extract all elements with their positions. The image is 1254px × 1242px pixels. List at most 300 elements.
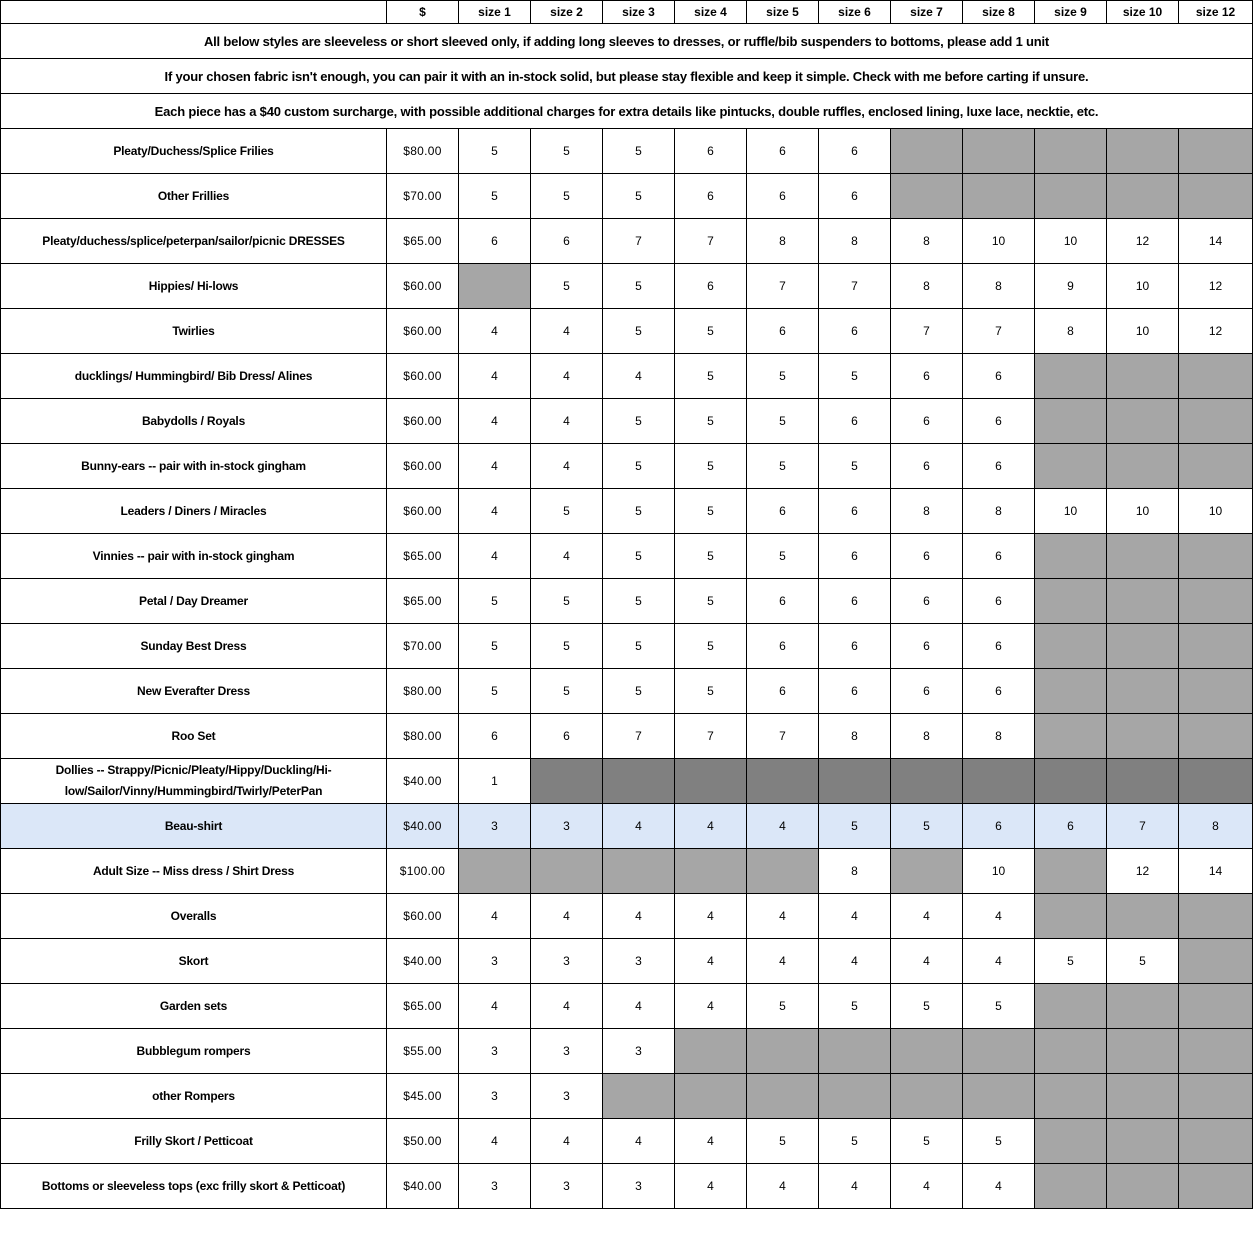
unavailable-cell[interactable] [1107,174,1179,219]
units-cell[interactable]: 5 [603,489,675,534]
note-sleeves[interactable]: All below styles are sleeveless or short sleeved only, if adding long sleeves to dresses, or ruffle/bib suspenders to bottoms, please add 1 unit [1,24,1253,59]
units-cell[interactable]: 3 [531,1029,603,1074]
unavailable-cell[interactable] [1035,354,1107,399]
units-cell[interactable]: 4 [531,894,603,939]
units-cell[interactable]: 6 [819,174,891,219]
unavailable-cell[interactable] [1107,984,1179,1029]
header-size-9[interactable]: size 9 [1035,1,1107,24]
units-cell[interactable]: 5 [963,1119,1035,1164]
units-cell[interactable]: 10 [1179,489,1253,534]
price-cell[interactable]: $80.00 [387,129,459,174]
price-cell[interactable]: $40.00 [387,759,459,804]
price-cell[interactable]: $60.00 [387,894,459,939]
units-cell[interactable]: 7 [891,309,963,354]
units-cell[interactable]: 3 [459,1029,531,1074]
units-cell[interactable]: 7 [963,309,1035,354]
header-size-8[interactable]: size 8 [963,1,1035,24]
units-cell[interactable]: 5 [747,399,819,444]
unavailable-cell[interactable] [675,849,747,894]
units-cell[interactable]: 6 [891,354,963,399]
unavailable-cell[interactable] [1035,759,1107,804]
unavailable-cell[interactable] [1179,1119,1253,1164]
units-cell[interactable]: 6 [747,129,819,174]
unavailable-cell[interactable] [891,1029,963,1074]
units-cell[interactable]: 5 [531,489,603,534]
unavailable-cell[interactable] [1107,444,1179,489]
unavailable-cell[interactable] [1107,534,1179,579]
units-cell[interactable]: 5 [819,1119,891,1164]
units-cell[interactable]: 3 [603,939,675,984]
units-cell[interactable]: 4 [459,534,531,579]
unavailable-cell[interactable] [675,1029,747,1074]
header-size-7[interactable]: size 7 [891,1,963,24]
units-cell[interactable]: 10 [1107,489,1179,534]
unavailable-cell[interactable] [1035,1029,1107,1074]
units-cell[interactable]: 6 [531,219,603,264]
unavailable-cell[interactable] [819,1074,891,1119]
style-name-cell[interactable]: Petal / Day Dreamer [1,579,387,624]
unavailable-cell[interactable] [1179,1029,1253,1074]
unavailable-cell[interactable] [747,759,819,804]
units-cell[interactable]: 4 [531,354,603,399]
units-cell[interactable]: 6 [675,174,747,219]
unavailable-cell[interactable] [1179,759,1253,804]
price-cell[interactable]: $60.00 [387,264,459,309]
units-cell[interactable]: 3 [531,939,603,984]
unavailable-cell[interactable] [963,1074,1035,1119]
units-cell[interactable]: 5 [459,129,531,174]
units-cell[interactable]: 6 [459,219,531,264]
units-cell[interactable]: 6 [819,669,891,714]
units-cell[interactable]: 6 [747,624,819,669]
unavailable-cell[interactable] [1035,399,1107,444]
units-cell[interactable]: 3 [459,1074,531,1119]
units-cell[interactable]: 7 [1107,804,1179,849]
unavailable-cell[interactable] [1179,939,1253,984]
units-cell[interactable]: 4 [459,489,531,534]
price-cell[interactable]: $55.00 [387,1029,459,1074]
unavailable-cell[interactable] [1035,444,1107,489]
units-cell[interactable]: 5 [675,579,747,624]
header-blank-cell[interactable] [1,1,387,24]
units-cell[interactable]: 7 [675,714,747,759]
units-cell[interactable]: 7 [819,264,891,309]
units-cell[interactable]: 10 [1107,264,1179,309]
style-name-cell[interactable]: Dollies -- Strappy/Picnic/Pleaty/Hippy/Duckling/Hi-low/Sailor/Vinny/Hummingbird/Twirly/PeterPan [1,759,387,804]
style-name-cell[interactable]: ducklings/ Hummingbird/ Bib Dress/ Alines [1,354,387,399]
style-name-cell[interactable]: Bubblegum rompers [1,1029,387,1074]
unavailable-cell[interactable] [1035,984,1107,1029]
unavailable-cell[interactable] [1035,849,1107,894]
unavailable-cell[interactable] [1179,399,1253,444]
price-cell[interactable]: $65.00 [387,984,459,1029]
unavailable-cell[interactable] [1107,1119,1179,1164]
unavailable-cell[interactable] [675,1074,747,1119]
units-cell[interactable]: 5 [819,804,891,849]
style-name-cell[interactable]: Skort [1,939,387,984]
units-cell[interactable]: 6 [819,489,891,534]
units-cell[interactable]: 5 [531,579,603,624]
unavailable-cell[interactable] [1107,1164,1179,1209]
unavailable-cell[interactable] [891,759,963,804]
unavailable-cell[interactable] [891,129,963,174]
units-cell[interactable]: 6 [747,489,819,534]
units-cell[interactable]: 6 [531,714,603,759]
unavailable-cell[interactable] [1107,714,1179,759]
units-cell[interactable]: 4 [459,984,531,1029]
units-cell[interactable]: 8 [747,219,819,264]
units-cell[interactable]: 3 [459,1164,531,1209]
price-cell[interactable]: $60.00 [387,309,459,354]
unavailable-cell[interactable] [1179,1164,1253,1209]
units-cell[interactable]: 7 [747,714,819,759]
units-cell[interactable]: 6 [747,309,819,354]
units-cell[interactable]: 5 [603,174,675,219]
units-cell[interactable]: 4 [675,1119,747,1164]
units-cell[interactable]: 6 [747,579,819,624]
style-name-cell[interactable]: Overalls [1,894,387,939]
unavailable-cell[interactable] [747,1029,819,1074]
unavailable-cell[interactable] [1179,129,1253,174]
unavailable-cell[interactable] [1035,1164,1107,1209]
unavailable-cell[interactable] [1107,669,1179,714]
units-cell[interactable]: 6 [675,129,747,174]
units-cell[interactable]: 5 [891,804,963,849]
units-cell[interactable]: 4 [747,894,819,939]
unavailable-cell[interactable] [963,759,1035,804]
style-name-cell[interactable]: other Rompers [1,1074,387,1119]
units-cell[interactable]: 5 [1035,939,1107,984]
style-name-cell[interactable]: Sunday Best Dress [1,624,387,669]
unavailable-cell[interactable] [1179,579,1253,624]
style-name-cell[interactable]: Beau-shirt [1,804,387,849]
units-cell[interactable]: 5 [675,534,747,579]
units-cell[interactable]: 5 [963,984,1035,1029]
units-cell[interactable]: 5 [675,489,747,534]
units-cell[interactable]: 4 [459,354,531,399]
price-cell[interactable]: $65.00 [387,219,459,264]
style-name-cell[interactable]: Bottoms or sleeveless tops (exc frilly skort & Petticoat) [1,1164,387,1209]
units-cell[interactable]: 4 [459,399,531,444]
price-cell[interactable]: $70.00 [387,174,459,219]
units-cell[interactable]: 6 [891,669,963,714]
units-cell[interactable]: 3 [459,939,531,984]
units-cell[interactable]: 7 [747,264,819,309]
unavailable-cell[interactable] [963,174,1035,219]
unavailable-cell[interactable] [603,759,675,804]
units-cell[interactable]: 4 [531,444,603,489]
units-cell[interactable]: 6 [891,444,963,489]
price-cell[interactable]: $60.00 [387,489,459,534]
units-cell[interactable]: 6 [963,444,1035,489]
unavailable-cell[interactable] [747,849,819,894]
units-cell[interactable]: 6 [819,399,891,444]
units-cell[interactable]: 5 [675,354,747,399]
style-name-cell[interactable]: Vinnies -- pair with in-stock gingham [1,534,387,579]
units-cell[interactable]: 5 [603,579,675,624]
units-cell[interactable]: 1 [459,759,531,804]
style-name-cell[interactable]: Bunny-ears -- pair with in-stock gingham [1,444,387,489]
style-name-cell[interactable]: Babydolls / Royals [1,399,387,444]
price-cell[interactable]: $65.00 [387,534,459,579]
unavailable-cell[interactable] [1035,714,1107,759]
units-cell[interactable]: 5 [747,354,819,399]
style-name-cell[interactable]: Frilly Skort / Petticoat [1,1119,387,1164]
units-cell[interactable]: 3 [459,804,531,849]
units-cell[interactable]: 6 [819,579,891,624]
units-cell[interactable]: 4 [531,984,603,1029]
units-cell[interactable]: 5 [603,669,675,714]
units-cell[interactable]: 4 [963,1164,1035,1209]
unavailable-cell[interactable] [819,1029,891,1074]
units-cell[interactable]: 4 [603,354,675,399]
units-cell[interactable]: 10 [1107,309,1179,354]
units-cell[interactable]: 5 [531,669,603,714]
units-cell[interactable]: 4 [675,894,747,939]
units-cell[interactable]: 4 [459,1119,531,1164]
unavailable-cell[interactable] [963,1029,1035,1074]
units-cell[interactable]: 7 [603,219,675,264]
units-cell[interactable]: 8 [819,849,891,894]
unavailable-cell[interactable] [1107,1029,1179,1074]
units-cell[interactable]: 4 [531,309,603,354]
units-cell[interactable]: 4 [747,1164,819,1209]
units-cell[interactable]: 3 [531,1074,603,1119]
note-surcharge[interactable]: Each piece has a $40 custom surcharge, with possible additional charges for extra details like pintucks, double ruffles, enclosed lining, luxe lace, necktie, etc. [1,94,1253,129]
units-cell[interactable]: 12 [1179,264,1253,309]
units-cell[interactable]: 4 [819,939,891,984]
units-cell[interactable]: 6 [459,714,531,759]
units-cell[interactable]: 5 [675,444,747,489]
units-cell[interactable]: 6 [747,669,819,714]
units-cell[interactable]: 6 [891,399,963,444]
units-cell[interactable]: 4 [459,894,531,939]
units-cell[interactable]: 4 [531,1119,603,1164]
unavailable-cell[interactable] [1107,129,1179,174]
unavailable-cell[interactable] [1179,534,1253,579]
units-cell[interactable]: 6 [747,174,819,219]
units-cell[interactable]: 12 [1179,309,1253,354]
units-cell[interactable]: 5 [747,534,819,579]
unavailable-cell[interactable] [819,759,891,804]
units-cell[interactable]: 14 [1179,849,1253,894]
style-name-cell[interactable]: Leaders / Diners / Miracles [1,489,387,534]
units-cell[interactable]: 8 [963,714,1035,759]
units-cell[interactable]: 4 [675,804,747,849]
unavailable-cell[interactable] [891,1074,963,1119]
units-cell[interactable]: 4 [603,984,675,1029]
units-cell[interactable]: 5 [819,984,891,1029]
units-cell[interactable]: 10 [1035,219,1107,264]
unavailable-cell[interactable] [1035,534,1107,579]
style-name-cell[interactable]: Adult Size -- Miss dress / Shirt Dress [1,849,387,894]
units-cell[interactable]: 8 [963,264,1035,309]
unavailable-cell[interactable] [1107,759,1179,804]
units-cell[interactable]: 5 [1107,939,1179,984]
units-cell[interactable]: 5 [675,309,747,354]
units-cell[interactable]: 10 [963,849,1035,894]
unavailable-cell[interactable] [1179,624,1253,669]
unavailable-cell[interactable] [1035,129,1107,174]
units-cell[interactable]: 4 [459,309,531,354]
units-cell[interactable]: 4 [459,444,531,489]
units-cell[interactable]: 8 [1179,804,1253,849]
units-cell[interactable]: 3 [603,1029,675,1074]
units-cell[interactable]: 4 [603,894,675,939]
units-cell[interactable]: 8 [819,714,891,759]
unavailable-cell[interactable] [459,264,531,309]
units-cell[interactable]: 6 [891,534,963,579]
note-fabric[interactable]: If your chosen fabric isn't enough, you can pair it with an in-stock solid, but please stay flexible and keep it simple. Check with me before carting if unsure. [1,59,1253,94]
units-cell[interactable]: 8 [891,219,963,264]
units-cell[interactable]: 10 [1035,489,1107,534]
units-cell[interactable]: 4 [531,399,603,444]
unavailable-cell[interactable] [1179,1074,1253,1119]
price-cell[interactable]: $70.00 [387,624,459,669]
header-size-6[interactable]: size 6 [819,1,891,24]
units-cell[interactable]: 5 [603,309,675,354]
units-cell[interactable]: 5 [459,624,531,669]
units-cell[interactable]: 5 [459,174,531,219]
units-cell[interactable]: 4 [747,804,819,849]
units-cell[interactable]: 4 [531,534,603,579]
price-cell[interactable]: $40.00 [387,939,459,984]
price-cell[interactable]: $40.00 [387,804,459,849]
style-name-cell[interactable]: Pleaty/Duchess/Splice Frilies [1,129,387,174]
units-cell[interactable]: 6 [819,129,891,174]
unavailable-cell[interactable] [1179,354,1253,399]
units-cell[interactable]: 6 [819,309,891,354]
units-cell[interactable]: 5 [675,624,747,669]
units-cell[interactable]: 5 [531,174,603,219]
units-cell[interactable]: 5 [891,984,963,1029]
unavailable-cell[interactable] [1035,174,1107,219]
unavailable-cell[interactable] [1035,579,1107,624]
unavailable-cell[interactable] [675,759,747,804]
units-cell[interactable]: 6 [891,579,963,624]
units-cell[interactable]: 3 [603,1164,675,1209]
price-cell[interactable]: $65.00 [387,579,459,624]
unavailable-cell[interactable] [891,174,963,219]
unavailable-cell[interactable] [1179,669,1253,714]
units-cell[interactable]: 4 [675,1164,747,1209]
style-name-cell[interactable]: Hippies/ Hi-lows [1,264,387,309]
unavailable-cell[interactable] [531,759,603,804]
unavailable-cell[interactable] [1107,399,1179,444]
units-cell[interactable]: 8 [891,714,963,759]
units-cell[interactable]: 12 [1107,219,1179,264]
units-cell[interactable]: 6 [963,669,1035,714]
units-cell[interactable]: 5 [819,354,891,399]
unavailable-cell[interactable] [1107,1074,1179,1119]
units-cell[interactable]: 14 [1179,219,1253,264]
price-cell[interactable]: $50.00 [387,1119,459,1164]
unavailable-cell[interactable] [1179,444,1253,489]
units-cell[interactable]: 5 [603,534,675,579]
price-cell[interactable]: $60.00 [387,399,459,444]
unavailable-cell[interactable] [1035,624,1107,669]
units-cell[interactable]: 6 [891,624,963,669]
unavailable-cell[interactable] [747,1074,819,1119]
units-cell[interactable]: 8 [819,219,891,264]
units-cell[interactable]: 5 [531,264,603,309]
unavailable-cell[interactable] [1035,894,1107,939]
units-cell[interactable]: 6 [963,534,1035,579]
price-cell[interactable]: $60.00 [387,444,459,489]
units-cell[interactable]: 12 [1107,849,1179,894]
units-cell[interactable]: 5 [603,399,675,444]
units-cell[interactable]: 5 [603,129,675,174]
unavailable-cell[interactable] [1107,579,1179,624]
units-cell[interactable]: 4 [747,939,819,984]
units-cell[interactable]: 5 [891,1119,963,1164]
units-cell[interactable]: 5 [603,444,675,489]
unavailable-cell[interactable] [1035,1119,1107,1164]
units-cell[interactable]: 6 [963,804,1035,849]
price-cell[interactable]: $60.00 [387,354,459,399]
units-cell[interactable]: 5 [747,1119,819,1164]
units-cell[interactable]: 8 [891,489,963,534]
header-size-4[interactable]: size 4 [675,1,747,24]
units-cell[interactable]: 9 [1035,264,1107,309]
units-cell[interactable]: 10 [963,219,1035,264]
price-cell[interactable]: $45.00 [387,1074,459,1119]
units-cell[interactable]: 7 [603,714,675,759]
units-cell[interactable]: 5 [459,579,531,624]
units-cell[interactable]: 5 [675,669,747,714]
header-size-2[interactable]: size 2 [531,1,603,24]
units-cell[interactable]: 8 [963,489,1035,534]
units-cell[interactable]: 4 [963,894,1035,939]
unavailable-cell[interactable] [1179,984,1253,1029]
unavailable-cell[interactable] [1179,894,1253,939]
units-cell[interactable]: 4 [603,1119,675,1164]
unavailable-cell[interactable] [531,849,603,894]
units-cell[interactable]: 5 [531,129,603,174]
units-cell[interactable]: 5 [459,669,531,714]
units-cell[interactable]: 4 [675,939,747,984]
units-cell[interactable]: 5 [603,264,675,309]
style-name-cell[interactable]: Pleaty/duchess/splice/peterpan/sailor/picnic DRESSES [1,219,387,264]
units-cell[interactable]: 6 [819,534,891,579]
price-cell[interactable]: $40.00 [387,1164,459,1209]
units-cell[interactable]: 3 [531,804,603,849]
units-cell[interactable]: 8 [1035,309,1107,354]
units-cell[interactable]: 4 [891,939,963,984]
units-cell[interactable]: 6 [819,624,891,669]
unavailable-cell[interactable] [459,849,531,894]
unavailable-cell[interactable] [603,1074,675,1119]
style-name-cell[interactable]: Roo Set [1,714,387,759]
units-cell[interactable]: 5 [747,984,819,1029]
unavailable-cell[interactable] [963,129,1035,174]
style-name-cell[interactable]: Other Frillies [1,174,387,219]
unavailable-cell[interactable] [1107,354,1179,399]
units-cell[interactable]: 4 [891,894,963,939]
units-cell[interactable]: 4 [819,894,891,939]
units-cell[interactable]: 4 [819,1164,891,1209]
units-cell[interactable]: 5 [603,624,675,669]
units-cell[interactable]: 6 [675,264,747,309]
unavailable-cell[interactable] [1107,624,1179,669]
unavailable-cell[interactable] [603,849,675,894]
unavailable-cell[interactable] [1035,1074,1107,1119]
units-cell[interactable]: 7 [675,219,747,264]
style-name-cell[interactable]: Garden sets [1,984,387,1029]
header-size-10[interactable]: size 10 [1107,1,1179,24]
units-cell[interactable]: 5 [531,624,603,669]
header-size-1[interactable]: size 1 [459,1,531,24]
